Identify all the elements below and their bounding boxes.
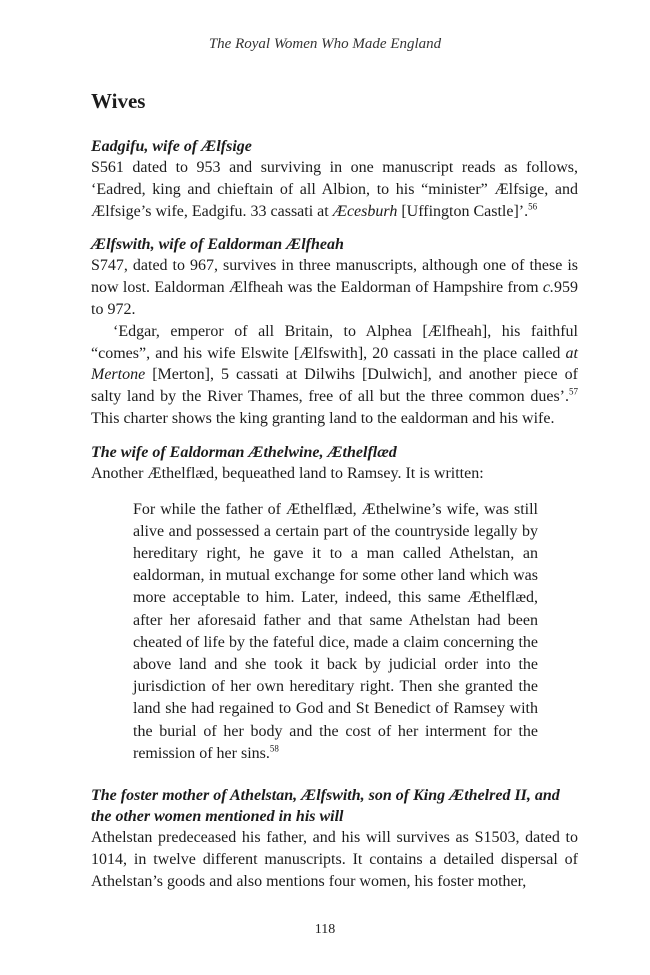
block-quote-text: For while the father of Æthelflæd, Æthelwine’s wife, was still alive and possessed a certain part of the countryside legally by hereditary right, he gave it to a man called Athelstan, an ealdorman, in mutual exchange for some other land which was more acceptable to him. Later, indeed, this same Æthelflæd, after her aforesaid father and that same Athelstan had been cheated of life by the fateful dice, made a claim concerning the above land and she took it back by judicial order into the jurisdiction of her own hereditary right. Then she granted the land she had regained to God and St Benedict of Ramsey with the burial of her body and the cost of her interment for the remission of her sins.$^{58}$ — [133, 500, 538, 762]
paragraph-eadgifu: S561 dated to 953 and surviving in one manuscript reads as follows, ‘Eadred, king and chieftain of all Albion, to his “minister” Ælfsige, and Ælfsige’s wife, Eadgifu. 33 cassati at Æcesburh [Uffington Castle]’.$^{56}$ — [91, 159, 578, 220]
section-heading-aethelflaed: The wife of Ealdorman Æthelwine, Æthelflæd — [91, 443, 397, 461]
paragraph-aelfswith-charter: ‘Edgar, emperor of all Britain, to Alphea [Ælfheah], his faithful “comes”, and his wife Elswite [Ælfswith], 20 cassati in the place called at Mertone [Merton], 5 cassati at Dilwihs [Dulwich], and another piece of salty land by the River Thames, free of all but the three common dues’.$^{57}$ This charter shows the king granting land to the ealdorman and his wife. — [91, 322, 578, 427]
running-header: The Royal Women Who Made England — [208, 36, 442, 52]
block-quote — [133, 499, 538, 765]
page-number: 118 — [314, 922, 336, 937]
page-content — [91, 88, 578, 892]
chapter-title: Wives — [91, 89, 146, 113]
section-heading-eadgifu: Eadgifu, wife of Ælfsige — [91, 138, 252, 155]
footnote-ref-58[interactable]: 58 — [269, 743, 279, 754]
section-heading-aelfswith: Ælfswith, wife of Ealdorman Ælfheah — [91, 236, 344, 254]
paragraph-athelstan: Athelstan predeceased his father, and his will survives as S1503, dated to 1014, in twelve different manuscripts. It contains a detailed dispersal of Athelstan’s goods and also mentions four women, his foster mother, — [91, 829, 578, 890]
footnote-ref-56[interactable]: 56 — [528, 201, 538, 212]
paragraph-aelfswith-intro: S747, dated to 967, survives in three manuscripts, although one of these is now lost. Ealdorman Ælfheah was the Ealdorman of Hampshire from c.959 to 972. — [91, 257, 578, 318]
footnote-ref-57[interactable]: 57 — [569, 386, 578, 397]
section-heading-athelstan: The foster mother of Athelstan, Ælfswith, son of King Æthelred II, and the other women mentioned in his will — [91, 787, 560, 825]
paragraph-aethelflaed-intro: Another Æthelflæd, bequeathed land to Ramsey. It is written: — [91, 464, 484, 482]
